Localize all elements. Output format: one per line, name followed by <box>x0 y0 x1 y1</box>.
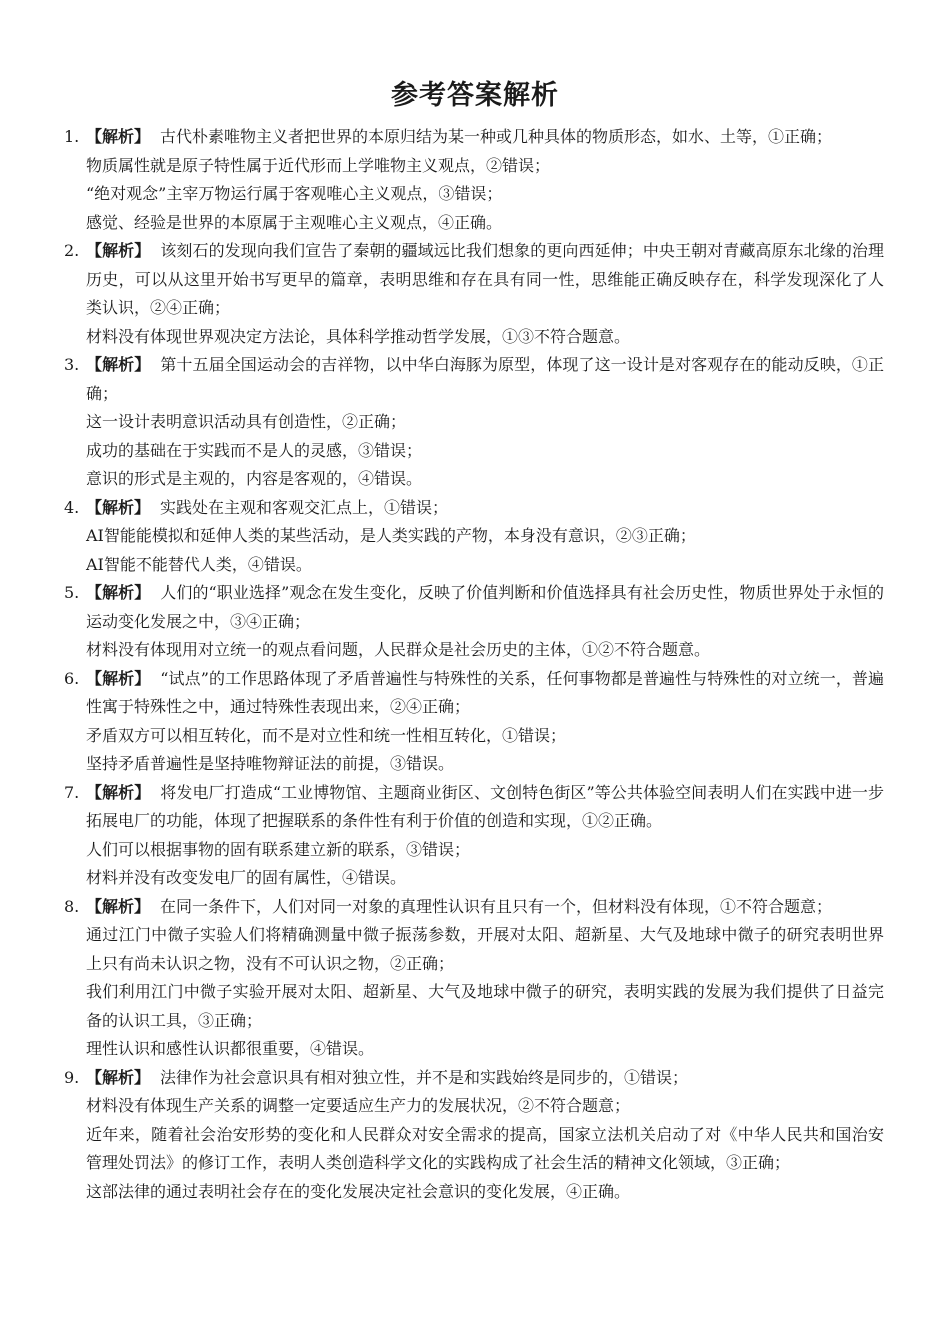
answer-text: 成功的基础在于实践而不是人的灵感，③错误； <box>86 440 423 460</box>
answer-line <box>86 864 884 893</box>
analysis-tag: 【解析】 <box>86 896 151 916</box>
answer-text: 坚持矛盾普遍性是坚持唯物辩证法的前提，③错误。 <box>86 754 455 773</box>
answer-line <box>86 551 884 580</box>
answer-number: 7. <box>64 782 80 802</box>
analysis-tag: 【解析】 <box>86 497 151 517</box>
answer-text: 材料没有体现生产关系的调整一定要适应生产力的发展状况，②不符合题意； <box>86 1096 631 1115</box>
answer-text: 将发电厂打造成“工业博物馆、主题商业街区、文创特色街区”等公共体验空间表明人们在实践中进一步拓展电厂的功能，体现了把握联系的条件性有利于价值的创造和实现，①②正确。 <box>86 782 884 830</box>
answer-item <box>64 579 884 665</box>
answer-first-line <box>86 237 884 323</box>
analysis-tag: 【解析】 <box>86 1067 151 1087</box>
answer-first-line <box>86 1064 884 1093</box>
answer-first-line <box>86 665 884 722</box>
answer-text: 感觉、经验是世界的本原属于主观唯心主义观点，④正确。 <box>86 212 503 232</box>
answer-text: 通过江门中微子实验人们将精确测量中微子振荡参数，开展对太阳、超新星、大气及地球中微子的研究表明世界上只有尚未认识之物，没有不可认识之物，②正确； <box>86 925 884 973</box>
answer-text: 人们的“职业选择”观念在发生变化，反映了价值判断和价值选择具有社会历史性，物质世界处于永恒的运动变化发展之中，③④正确； <box>86 583 884 631</box>
answer-text: 实践处在主观和客观交汇点上，①错误； <box>160 497 449 517</box>
answer-item <box>64 237 884 351</box>
analysis-tag: 【解析】 <box>86 583 151 602</box>
answer-line <box>86 836 884 865</box>
answer-text: “绝对观念”主宰万物运行属于客观唯心主义观点，③错误； <box>86 184 503 203</box>
answer-line <box>86 921 884 978</box>
answer-text: AI智能不能替代人类，④错误。 <box>86 554 312 574</box>
analysis-tag: 【解析】 <box>86 782 151 802</box>
answer-number: 1. <box>64 127 80 146</box>
answer-line <box>86 978 884 1035</box>
answer-line <box>86 437 884 466</box>
answer-text: 在同一条件下，人们对同一对象的真理性认识有且只有一个，但材料没有体现，①不符合题意； <box>160 896 833 916</box>
answer-item <box>64 779 884 893</box>
answer-line <box>86 408 884 437</box>
answer-line <box>86 1121 884 1178</box>
analysis-tag: 【解析】 <box>86 355 151 374</box>
answer-line <box>86 180 884 209</box>
answer-number: 5. <box>64 583 80 602</box>
answer-first-line <box>86 779 884 836</box>
answer-first-line <box>86 579 884 636</box>
answer-text: 材料没有体现用对立统一的观点看问题，人民群众是社会历史的主体，①②不符合题意。 <box>86 640 711 659</box>
answer-line <box>86 465 884 494</box>
answer-number: 6. <box>64 668 80 688</box>
answer-line <box>86 722 884 751</box>
answer-text: 这部法律的通过表明社会存在的变化发展决定社会意识的变化发展，④正确。 <box>86 1181 631 1201</box>
answer-text: 理性认识和感性认识都很重要，④错误。 <box>86 1039 375 1058</box>
answer-text: 古代朴素唯物主义者把世界的本原归结为某一种或几种具体的物质形态，如水、土等，①正确； <box>160 127 833 146</box>
answer-first-line <box>86 351 884 408</box>
answer-text: 材料没有体现世界观决定方法论，具体科学推动哲学发展，①③不符合题意。 <box>86 326 631 346</box>
answer-item <box>64 351 884 494</box>
answer-item <box>64 893 884 1064</box>
answer-first-line <box>86 893 884 922</box>
answer-list <box>64 123 884 1206</box>
answer-text: “试点”的工作思路体现了矛盾普遍性与特殊性的关系，任何事物都是普遍性与特殊性的对立统一，普遍性寓于特殊性之中，通过特殊性表现出来，②④正确； <box>86 668 884 716</box>
answer-line <box>86 636 884 665</box>
analysis-tag: 【解析】 <box>86 668 151 688</box>
answer-line <box>86 152 884 181</box>
answer-line <box>86 1092 884 1121</box>
answer-line <box>86 323 884 352</box>
answer-line <box>86 209 884 238</box>
answer-item <box>64 1064 884 1207</box>
answer-line <box>86 1178 884 1207</box>
answer-text: 人们可以根据事物的固有联系建立新的联系，③错误； <box>86 839 471 859</box>
answer-text: 材料并没有改变发电厂的固有属性，④错误。 <box>86 868 407 887</box>
answer-text: 近年来，随着社会治安形势的变化和人民群众对安全需求的提高，国家立法机关启动了对《中华人民共和国治安管理处罚法》的修订工作，表明人类创造科学文化的实践构成了社会生活的精神文化领域，③正确； <box>86 1124 884 1172</box>
answer-text: 我们利用江门中微子实验开展对太阳、超新星、大气及地球中微子的研究，表明实践的发展为我们提供了日益完备的认识工具，③正确； <box>86 982 884 1030</box>
answer-text: 第十五届全国运动会的吉祥物，以中华白海豚为原型，体现了这一设计是对客观存在的能动反映，①正确； <box>86 355 884 403</box>
analysis-tag: 【解析】 <box>86 241 151 260</box>
answer-number: 4. <box>64 497 80 517</box>
answer-first-line <box>86 494 884 523</box>
answer-line <box>86 750 884 779</box>
answer-text: 矛盾双方可以相互转化，而不是对立性和统一性相互转化，①错误； <box>86 725 567 745</box>
answer-number: 9. <box>64 1067 80 1087</box>
answer-number: 3. <box>64 355 80 374</box>
answer-item <box>64 123 884 237</box>
answer-number: 2. <box>64 241 80 260</box>
answer-number: 8. <box>64 896 80 916</box>
answer-text: 物质属性就是原子特性属于近代形而上学唯物主义观点，②错误； <box>86 155 551 175</box>
answer-first-line <box>86 123 884 152</box>
answer-item <box>64 494 884 580</box>
answer-text: 该刻石的发现向我们宣告了秦朝的疆域远比我们想象的更向西延伸；中央王朝对青藏高原东北缘的治理历史，可以从这里开始书写更早的篇章，表明思维和存在具有同一性，思维能正确反映存在，科学发现深化了人类认识，②④正确； <box>86 241 884 317</box>
answer-line <box>86 522 884 551</box>
analysis-tag: 【解析】 <box>86 127 151 146</box>
answer-text: 法律作为社会意识具有相对独立性，并不是和实践始终是同步的，①错误； <box>160 1067 689 1087</box>
page-title: 参考答案解析 <box>391 80 559 111</box>
answer-text: 这一设计表明意识活动具有创造性，②正确； <box>86 412 407 431</box>
answer-text: AI智能能模拟和延伸人类的某些活动，是人类实践的产物，本身没有意识，②③正确； <box>86 526 696 545</box>
answer-line <box>86 1035 884 1064</box>
answer-item <box>64 665 884 779</box>
answer-text: 意识的形式是主观的，内容是客观的，④错误。 <box>86 469 423 488</box>
